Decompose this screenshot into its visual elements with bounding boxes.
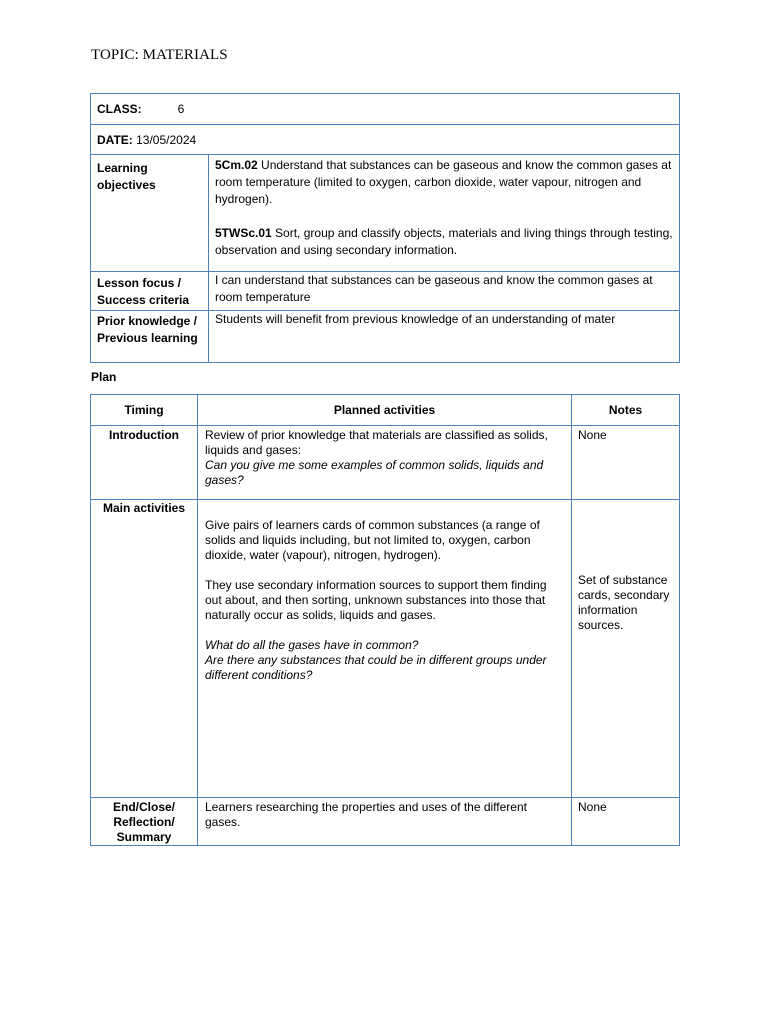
objective-2 xyxy=(215,225,673,259)
main-para-2: They use secondary information sources to support them finding out about, and then sorting, unknown substances into those that naturally occur as solids, liquids and gases. xyxy=(205,578,547,622)
plan-header-row xyxy=(91,395,680,426)
intro-timing: Introduction xyxy=(91,426,198,500)
end-row xyxy=(91,798,680,846)
date-cell xyxy=(91,125,680,155)
focus-text: I can understand that substances can be gaseous and know the common gases at room temperature xyxy=(209,272,680,311)
focus-label: Lesson focus / Success criteria xyxy=(91,272,209,311)
intro-row xyxy=(91,426,680,500)
focus-row xyxy=(91,272,680,311)
prior-row xyxy=(91,311,680,363)
main-question-2: Are there any substances that could be in different groups under different conditions? xyxy=(205,653,547,682)
header-notes: Notes xyxy=(572,395,680,426)
prior-text: Students will benefit from previous knowledge of an understanding of mater xyxy=(209,311,680,363)
main-timing: Main activities xyxy=(91,500,198,798)
class-row xyxy=(91,94,680,125)
end-activities: Learners researching the properties and uses of the different gases. xyxy=(198,798,572,846)
main-para-1: Give pairs of learners cards of common substances (a range of solids and liquids including, but not limited to, oxygen, carbon dioxide, water (vapour), nitrogen, hydrogen). xyxy=(205,518,540,562)
class-label: CLASS: xyxy=(97,102,142,116)
plan-table xyxy=(90,394,680,846)
main-notes: Set of substance cards, secondary information sources. xyxy=(572,500,680,798)
date-value: 13/05/2024 xyxy=(136,133,197,147)
end-notes: None xyxy=(572,798,680,846)
objective-1-text: Understand that substances can be gaseous and know the common gases at room temperature (limited to oxygen, carbon dioxide, water vapour, nitrogen and hydrogen). xyxy=(215,158,672,206)
objective-2-code: 5TWSc.01 xyxy=(215,226,272,240)
header-activities: Planned activities xyxy=(198,395,572,426)
objectives-cell xyxy=(209,155,680,272)
header-timing: Timing xyxy=(91,395,198,426)
main-question-1: What do all the gases have in common? xyxy=(205,638,419,652)
date-row xyxy=(91,125,680,155)
objective-1 xyxy=(215,157,673,208)
intro-notes: None xyxy=(572,426,680,500)
main-activities xyxy=(198,500,572,798)
intro-text: Review of prior knowledge that materials are classified as solids, liquids and gases: xyxy=(205,428,548,457)
intro-question: Can you give me some examples of common solids, liquids and gases? xyxy=(205,458,544,487)
class-cell xyxy=(91,94,680,125)
main-row xyxy=(91,500,680,798)
objective-2-text: Sort, group and classify objects, materials and living things through testing, observation and using secondary information. xyxy=(215,226,673,257)
lesson-info-table xyxy=(90,93,680,363)
prior-label: Prior knowledge / Previous learning xyxy=(91,311,209,363)
objectives-label: Learning objectives xyxy=(91,155,209,272)
page-title: TOPIC: MATERIALS xyxy=(91,47,228,63)
objectives-row xyxy=(91,155,680,272)
end-timing: End/Close/ Reflection/ Summary xyxy=(91,798,198,846)
class-value: 6 xyxy=(177,102,185,116)
intro-activities xyxy=(198,426,572,500)
objective-1-code: 5Cm.02 xyxy=(215,158,258,172)
date-label: DATE: xyxy=(97,133,133,147)
plan-heading: Plan xyxy=(91,370,117,384)
